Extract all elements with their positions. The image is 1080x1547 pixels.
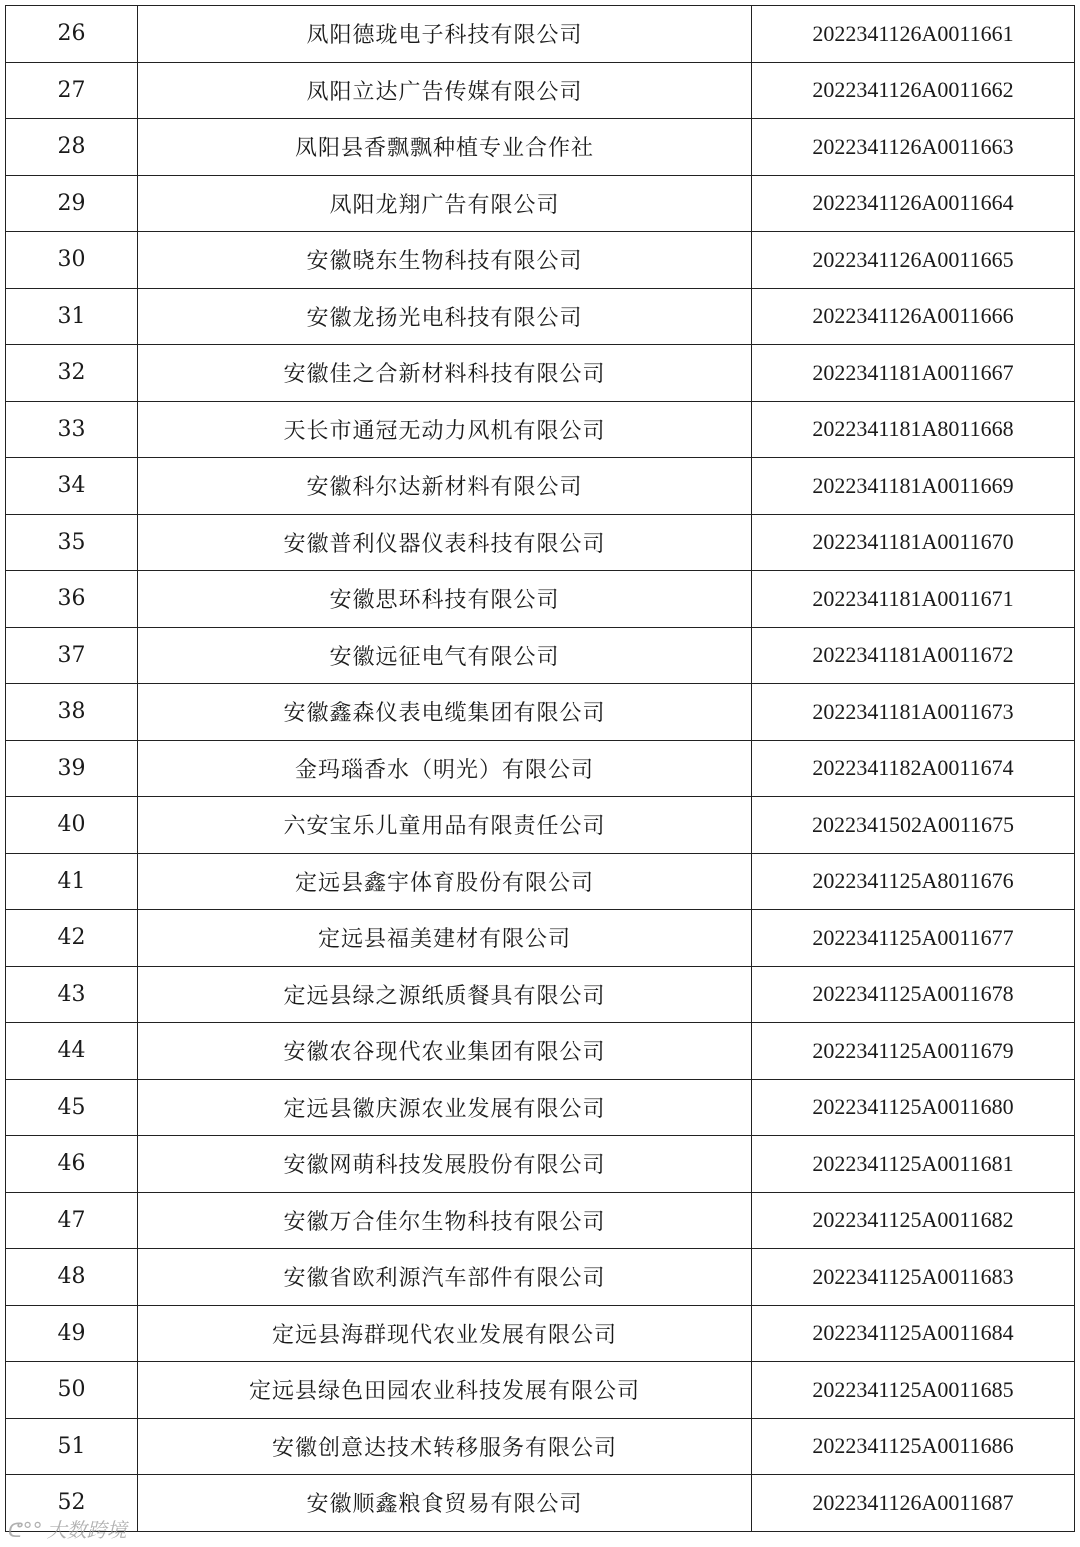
company-name-cell: 定远县绿之源纸质餐具有限公司 — [138, 966, 752, 1023]
registration-code-cell: 2022341126A0011666 — [752, 288, 1075, 345]
row-number-cell: 51 — [6, 1418, 138, 1475]
table-row — [6, 6, 1075, 63]
registration-table — [5, 5, 1075, 1532]
table-row — [6, 910, 1075, 967]
registration-code-cell: 2022341181A0011673 — [752, 684, 1075, 741]
company-name-cell: 安徽省欧利源汽车部件有限公司 — [138, 1249, 752, 1306]
table-row — [6, 1192, 1075, 1249]
row-number-cell: 50 — [6, 1362, 138, 1419]
company-name-cell: 六安宝乐儿童用品有限责任公司 — [138, 797, 752, 854]
company-name-cell: 安徽农谷现代农业集团有限公司 — [138, 1023, 752, 1080]
table-row — [6, 1023, 1075, 1080]
company-name-cell: 天长市通冠无动力风机有限公司 — [138, 401, 752, 458]
registration-code-cell: 2022341125A0011685 — [752, 1362, 1075, 1419]
table-row — [6, 1475, 1075, 1532]
company-name-cell: 定远县鑫宇体育股份有限公司 — [138, 853, 752, 910]
table-row — [6, 1362, 1075, 1419]
table-row — [6, 458, 1075, 515]
company-name-cell: 凤阳德珑电子科技有限公司 — [138, 6, 752, 63]
row-number-cell: 27 — [6, 62, 138, 119]
company-name-cell: 安徽普利仪器仪表科技有限公司 — [138, 514, 752, 571]
row-number-cell: 26 — [6, 6, 138, 63]
row-number-cell: 45 — [6, 1079, 138, 1136]
company-name-cell: 安徽顺鑫粮食贸易有限公司 — [138, 1475, 752, 1532]
table-row — [6, 571, 1075, 628]
row-number-cell: 38 — [6, 684, 138, 741]
registration-code-cell: 2022341181A0011670 — [752, 514, 1075, 571]
registration-code-cell: 2022341125A8011676 — [752, 853, 1075, 910]
table-row — [6, 1136, 1075, 1193]
row-number-cell: 52 — [6, 1475, 138, 1532]
table-row — [6, 232, 1075, 289]
table-row — [6, 1079, 1075, 1136]
row-number-cell: 47 — [6, 1192, 138, 1249]
row-number-cell: 33 — [6, 401, 138, 458]
registration-code-cell: 2022341125A0011678 — [752, 966, 1075, 1023]
table-row — [6, 514, 1075, 571]
company-name-cell: 安徽远征电气有限公司 — [138, 627, 752, 684]
company-name-cell: 安徽网萌科技发展股份有限公司 — [138, 1136, 752, 1193]
row-number-cell: 48 — [6, 1249, 138, 1306]
table-row — [6, 119, 1075, 176]
row-number-cell: 34 — [6, 458, 138, 515]
registration-code-cell: 2022341126A0011665 — [752, 232, 1075, 289]
registration-code-cell: 2022341181A0011669 — [752, 458, 1075, 515]
table-row — [6, 401, 1075, 458]
table-row — [6, 1418, 1075, 1475]
row-number-cell: 44 — [6, 1023, 138, 1080]
registration-code-cell: 2022341502A0011675 — [752, 797, 1075, 854]
table-row — [6, 1249, 1075, 1306]
company-name-cell: 安徽思环科技有限公司 — [138, 571, 752, 628]
company-name-cell: 凤阳龙翔广告有限公司 — [138, 175, 752, 232]
row-number-cell: 41 — [6, 853, 138, 910]
row-number-cell: 28 — [6, 119, 138, 176]
table-row — [6, 966, 1075, 1023]
table-row — [6, 1305, 1075, 1362]
registration-code-cell: 2022341125A0011681 — [752, 1136, 1075, 1193]
row-number-cell: 35 — [6, 514, 138, 571]
table-row — [6, 345, 1075, 402]
row-number-cell: 32 — [6, 345, 138, 402]
table-row — [6, 797, 1075, 854]
registration-code-cell: 2022341126A0011687 — [752, 1475, 1075, 1532]
table-row — [6, 62, 1075, 119]
company-name-cell: 金玛瑙香水（明光）有限公司 — [138, 740, 752, 797]
watermark-text: 大数跨境 — [46, 1518, 127, 1542]
row-number-cell: 39 — [6, 740, 138, 797]
registration-code-cell: 2022341125A0011684 — [752, 1305, 1075, 1362]
company-name-cell: 定远县福美建材有限公司 — [138, 910, 752, 967]
company-name-cell: 安徽创意达技术转移服务有限公司 — [138, 1418, 752, 1475]
chat-bubble-logo-icon: ᕦ°° — [8, 1518, 43, 1542]
row-number-cell: 42 — [6, 910, 138, 967]
table-row — [6, 684, 1075, 741]
registration-code-cell: 2022341181A0011667 — [752, 345, 1075, 402]
company-name-cell: 安徽鑫森仪表电缆集团有限公司 — [138, 684, 752, 741]
registration-code-cell: 2022341126A0011662 — [752, 62, 1075, 119]
company-name-cell: 安徽晓东生物科技有限公司 — [138, 232, 752, 289]
company-name-cell: 定远县海群现代农业发展有限公司 — [138, 1305, 752, 1362]
table-row — [6, 627, 1075, 684]
registration-code-cell: 2022341182A0011674 — [752, 740, 1075, 797]
registration-code-cell: 2022341181A0011671 — [752, 571, 1075, 628]
row-number-cell: 30 — [6, 232, 138, 289]
company-name-cell: 安徽万合佳尔生物科技有限公司 — [138, 1192, 752, 1249]
table-row — [6, 175, 1075, 232]
row-number-cell: 46 — [6, 1136, 138, 1193]
company-name-cell: 安徽龙扬光电科技有限公司 — [138, 288, 752, 345]
table-row — [6, 853, 1075, 910]
table-row — [6, 740, 1075, 797]
registration-code-cell: 2022341181A8011668 — [752, 401, 1075, 458]
registration-code-cell: 2022341125A0011686 — [752, 1418, 1075, 1475]
company-name-cell: 定远县徽庆源农业发展有限公司 — [138, 1079, 752, 1136]
company-name-cell: 定远县绿色田园农业科技发展有限公司 — [138, 1362, 752, 1419]
registration-code-cell: 2022341126A0011661 — [752, 6, 1075, 63]
table-body — [6, 6, 1075, 1532]
registration-code-cell: 2022341126A0011663 — [752, 119, 1075, 176]
row-number-cell: 36 — [6, 571, 138, 628]
registration-code-cell: 2022341125A0011677 — [752, 910, 1075, 967]
registration-code-cell: 2022341125A0011680 — [752, 1079, 1075, 1136]
row-number-cell: 37 — [6, 627, 138, 684]
row-number-cell: 49 — [6, 1305, 138, 1362]
row-number-cell: 43 — [6, 966, 138, 1023]
registration-code-cell: 2022341125A0011683 — [752, 1249, 1075, 1306]
registration-code-cell: 2022341125A0011682 — [752, 1192, 1075, 1249]
company-name-cell: 凤阳县香飘飘种植专业合作社 — [138, 119, 752, 176]
row-number-cell: 31 — [6, 288, 138, 345]
row-number-cell: 29 — [6, 175, 138, 232]
registration-code-cell: 2022341126A0011664 — [752, 175, 1075, 232]
row-number-cell: 40 — [6, 797, 138, 854]
registration-code-cell: 2022341181A0011672 — [752, 627, 1075, 684]
company-name-cell: 安徽科尔达新材料有限公司 — [138, 458, 752, 515]
registration-code-cell: 2022341125A0011679 — [752, 1023, 1075, 1080]
company-name-cell: 凤阳立达广告传媒有限公司 — [138, 62, 752, 119]
table-row — [6, 288, 1075, 345]
company-name-cell: 安徽佳之合新材料科技有限公司 — [138, 345, 752, 402]
